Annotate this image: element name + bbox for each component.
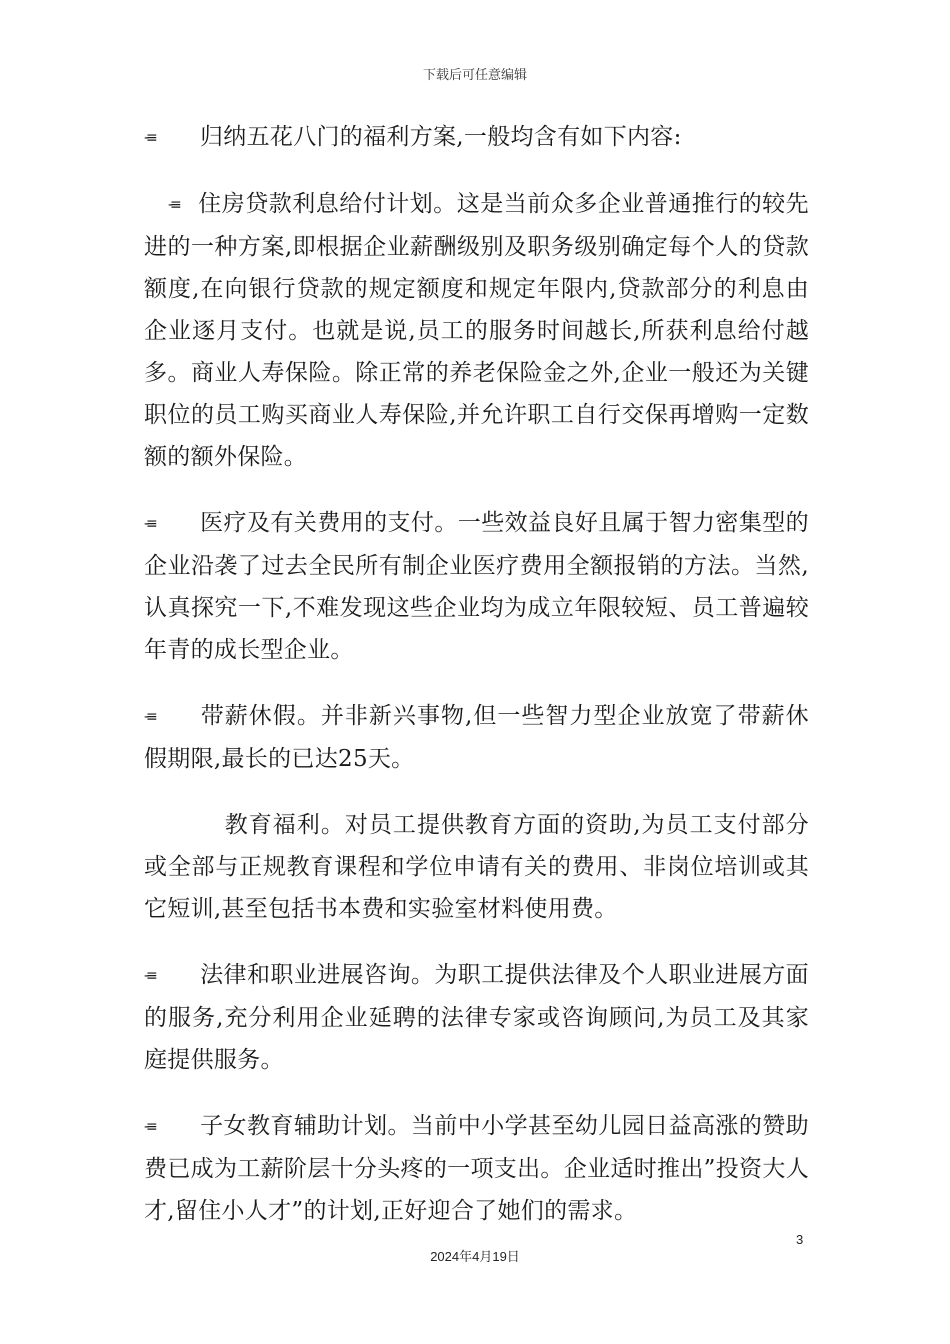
paragraph-text: 住房贷款利息给付计划。这是当前众多企业普通推行的较先进的一种方案,即根据企业薪酬级别及职务级别确定每个人的贷款额度,在向银行贷款的规定额度和规定年限内,贷款部分的利息由企业逐月支付。也就是说,员工的服务时间越长,所获利息给付越多。商业人寿保险。除正常的养老保险金之外,企业一般还为关键职位的员工购买商业人寿保险,并允许职工自行交保再增购一定数额的额外保险。 — [144, 191, 809, 470]
paragraph-text: 教育福利。对员工提供教育方面的资助,为员工支付部分或全部与正规教育课程和学位申请有关的费用、非岗位培训或其它短训,甚至包括书本费和实验室材料使用费。 — [144, 812, 809, 922]
paragraph-text: 法律和职业进展咨询。为职工提供法律及个人职业进展方面的服务,充分利用企业延聘的法律专家或咨询顾问,为员工及其家庭提供服务。 — [144, 962, 809, 1073]
list-marker-icon: -≡ — [144, 968, 155, 984]
page-header: 下载后可任意编辑 — [422, 68, 527, 83]
paragraph-text: 归纳五花八门的福利方案,一般均含有如下内容: — [200, 124, 682, 150]
list-marker-icon: -≡ — [144, 709, 155, 725]
paragraph-housing-loan — [144, 183, 809, 478]
paragraph-medical — [144, 502, 809, 671]
paragraph-paid-leave — [144, 695, 809, 780]
paragraph-children-education — [144, 1105, 809, 1232]
document-body — [144, 116, 809, 1256]
paragraph-text: 医疗及有关费用的支付。一些效益良好且属于智力密集型的企业沿袭了过去全民所有制企业医疗费用全额报销的方法。当然,认真探究一下,不难发现这些企业均为成立年限较短、员工普遍较年青的成长型企业。 — [144, 510, 809, 663]
list-marker-icon: -≡ — [144, 516, 155, 532]
paragraph-education — [144, 804, 809, 930]
page-footer-date: 2024年4月19日 — [430, 1249, 520, 1264]
page-number: 3 — [796, 1232, 804, 1247]
list-marker-icon: -≡ — [144, 130, 155, 146]
paragraph-text: 带薪休假。并非新兴事物,但一些智力型企业放宽了带薪休假期限,最长的已达25天。 — [144, 703, 809, 772]
list-marker-icon: -≡ — [144, 1119, 155, 1135]
paragraph-legal-career — [144, 954, 809, 1081]
paragraph-text: 子女教育辅助计划。当前中小学甚至幼儿园日益高涨的赞助费已成为工薪阶层十分头疼的一项支出。企业适时推出”投资大人才,留住小人才”的计划,正好迎合了她们的需求。 — [144, 1113, 809, 1224]
paragraph-intro — [144, 116, 809, 159]
list-marker-icon: -≡ — [168, 197, 179, 213]
